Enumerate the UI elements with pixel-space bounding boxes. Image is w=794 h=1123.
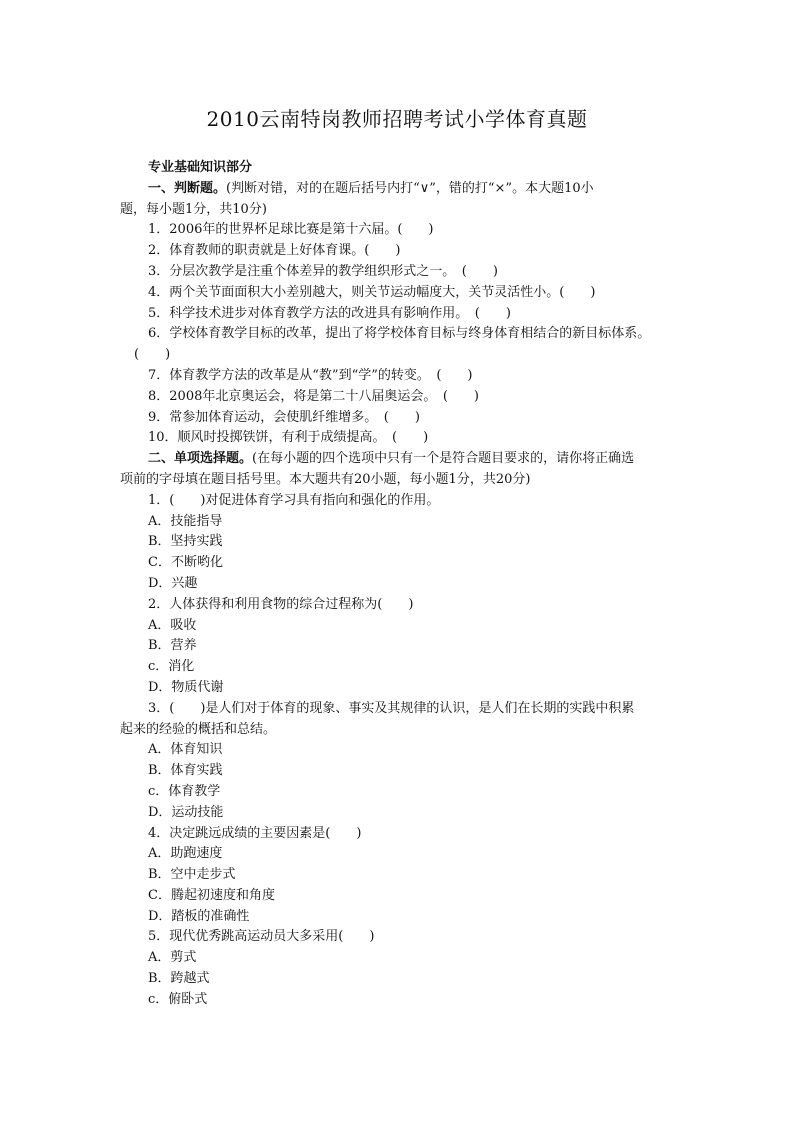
judge-item-7: 7．体育教学方法的改革是从“教”到“学”的转变。 ( ) [148, 367, 473, 383]
choice-line: A．技能指导 [148, 513, 223, 529]
choice-line: B．坚持实践 [148, 534, 223, 550]
judge-item-3: 3．分层次教学是注重个体差异的教学组织形式之一。 ( ) [148, 263, 498, 279]
judge-item-6-bracket: ( ) [134, 347, 171, 363]
judge-item-4: 4．两个关节面面积大小差别越大，则关节运动幅度大，关节灵活性小。( ) [148, 284, 596, 300]
choice-line: D．兴趣 [148, 575, 198, 591]
choice-line: 5．现代优秀跳高运动员大多采用( ) [148, 929, 375, 945]
judge-item-8: 8．2008年北京奥运会，将是第二十八届奥运会。 ( ) [148, 388, 479, 404]
choice-line: B．体育实践 [148, 763, 223, 779]
choice-line: 起来的经验的概括和总结。 [120, 721, 277, 737]
choice-line: D．物质代谢 [148, 679, 224, 695]
judge-item-1: 1．2006年的世界杯足球比赛是第十六届。( ) [148, 222, 434, 238]
part1-title: 一、判断题。 [148, 180, 227, 196]
choice-line: D．运动技能 [148, 804, 224, 820]
judge-item-6: 6．学校体育教学目标的改革，提出了将学校体育目标与终身体育相结合的新目标体系。 [148, 326, 651, 342]
choice-line: D．踏板的准确性 [148, 908, 250, 924]
judge-item-10: 10．顺风时投掷铁饼，有利于成绩提高。 ( ) [148, 430, 429, 446]
part2-desc-cont: 项前的字母填在题目括号里。本大题共有20小题，每小题1分，共20分) [120, 471, 531, 487]
part1-desc: (判断对错，对的在题后括号内打“∨”，错的打“×”。本大题10小 [226, 180, 594, 196]
judge-item-2: 2．体育教师的职责就是上好体育课。( ) [148, 243, 401, 259]
choice-line: B．空中走步式 [148, 867, 236, 883]
choice-line: B．跨越式 [148, 971, 210, 987]
choice-line: 3．( )是人们对于体育的现象、事实及其规律的认识，是人们在长期的实践中积累 [148, 700, 635, 716]
choice-line: c．体育教学 [148, 783, 221, 799]
choice-line: c．消化 [148, 659, 195, 675]
choice-line: A．吸收 [148, 617, 197, 633]
choice-line: c．俯卧式 [148, 991, 208, 1007]
section-heading: 专业基础知识部分 [148, 160, 253, 175]
part2-desc: (在每小题的四个选项中只有一个是符合题目要求的，请你将正确选 [252, 451, 635, 467]
choice-line: A．体育知识 [148, 742, 223, 758]
part1-desc-cont: 题，每小题1分，共10分) [120, 201, 267, 217]
choice-line: C．不断哟化 [148, 555, 223, 571]
choice-line: B．营养 [148, 638, 197, 654]
judge-item-5: 5．科学技术进步对体育教学方法的改进具有影响作用。 ( ) [148, 305, 511, 321]
choice-line: 2．人体获得和利用食物的综合过程称为( ) [148, 596, 414, 612]
choice-line: A．助跑速度 [148, 846, 223, 862]
part1-heading [120, 179, 680, 200]
choice-line: A．剪式 [148, 950, 197, 966]
document-body [120, 158, 680, 1011]
part2-title: 二、单项选择题。 [148, 451, 253, 467]
part2-heading [120, 449, 680, 470]
choice-line: C．腾起初速度和角度 [148, 887, 275, 903]
judge-item-9: 9．常参加体育运动，会使肌纤维增多。 ( ) [148, 409, 420, 425]
page-title: 2010云南特岗教师招聘考试小学体育真题 [206, 107, 588, 131]
choice-line: 4．决定跳远成绩的主要因素是( ) [148, 825, 362, 841]
choice-line: 1．( )对促进体育学习具有指向和强化的作用。 [148, 492, 440, 508]
